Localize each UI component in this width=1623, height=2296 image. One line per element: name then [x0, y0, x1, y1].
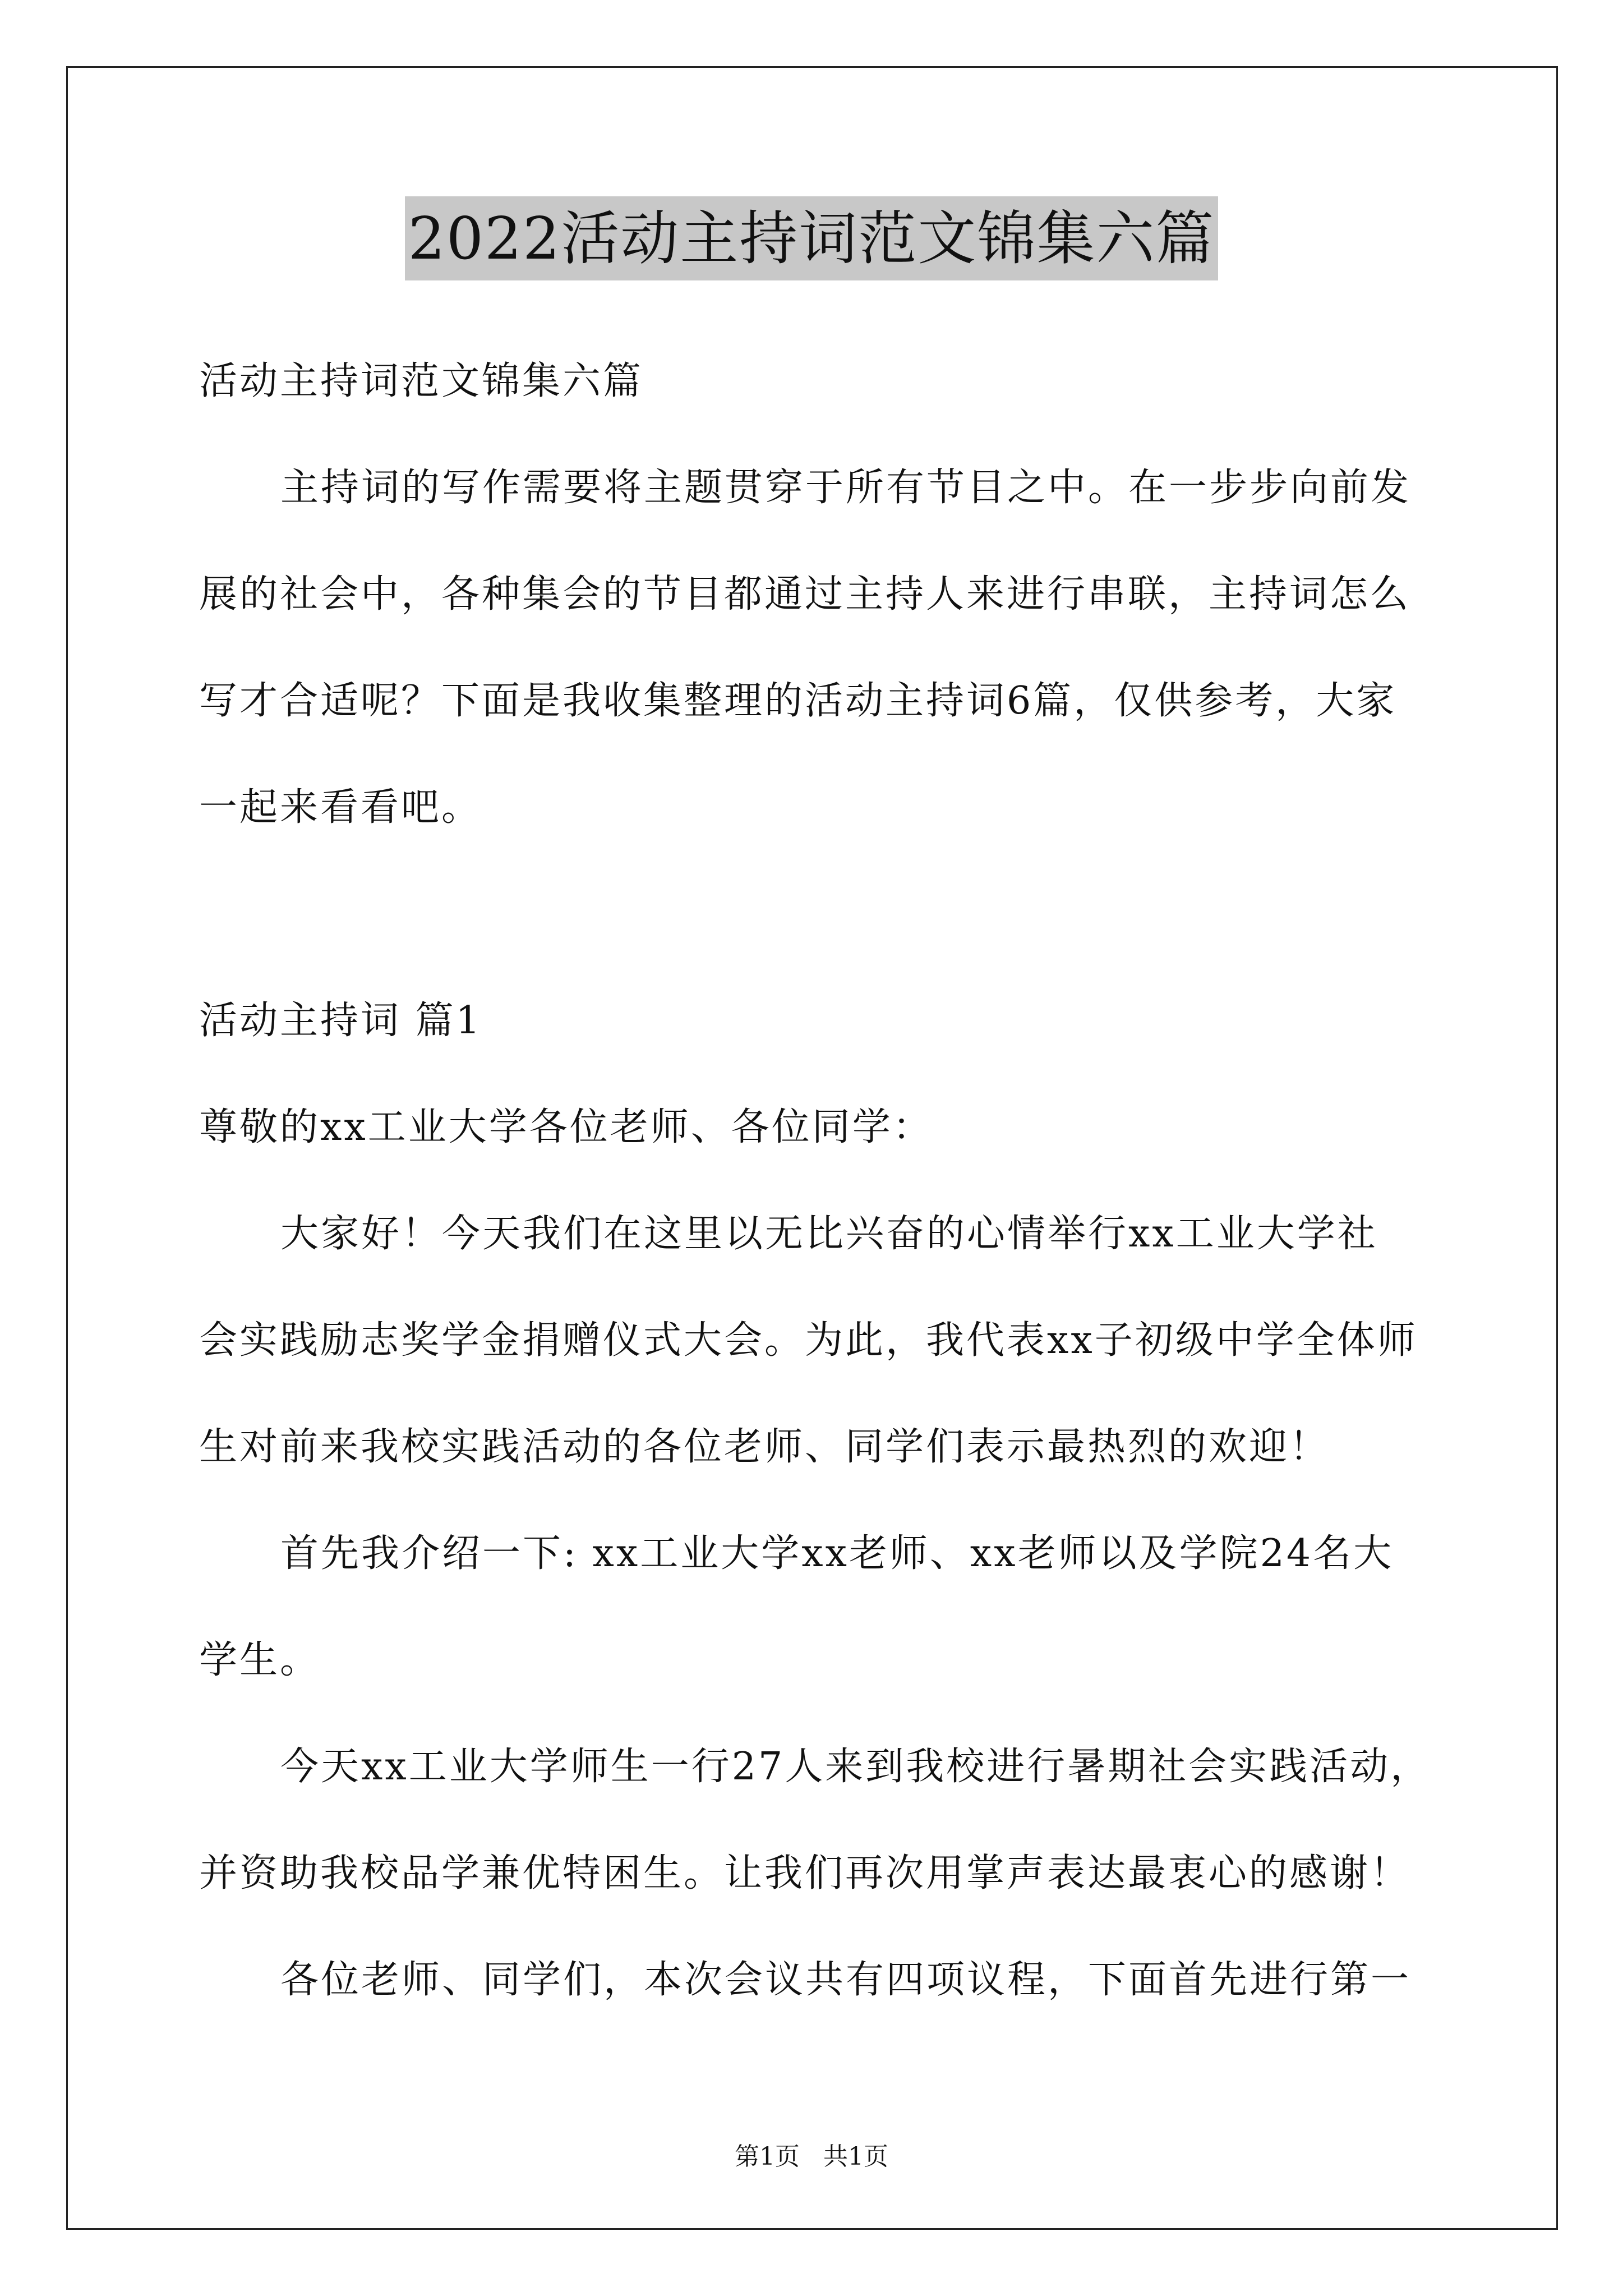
paragraph-line: 大家好！今天我们在这里以无比兴奋的心情举行xx工业大学社	[280, 1212, 1378, 1256]
page-footer: 第1页 共1页	[735, 2142, 888, 2171]
document-title: 2022活动主持词范文锦集六篇	[405, 196, 1219, 280]
salutation-line: 尊敬的xx工业大学各位老师、各位同学：	[199, 1105, 933, 1149]
paragraph-line: 展的社会中，各种集会的节目都通过主持人来进行串联，主持词怎么	[199, 572, 1411, 616]
paragraph-line: 学生。	[199, 1638, 321, 1682]
paragraph-line: 主持词的写作需要将主题贯穿于所有节目之中。在一步步向前发	[280, 466, 1412, 510]
paragraph-line: 并资助我校品学兼优特困生。让我们再次用掌声表达最衷心的感谢！	[199, 1851, 1411, 1895]
paragraph-line: 首先我介绍一下: xx工业大学xx老师、xx老师以及学院24名大	[280, 1531, 1394, 1576]
title-container	[0, 196, 1623, 280]
paragraph-line: 今天xx工业大学师生一行27人来到我校进行暑期社会实践活动，	[280, 1745, 1431, 1789]
paragraph-line: 生对前来我校实践活动的各位老师、同学们表示最热烈的欢迎！	[199, 1425, 1330, 1469]
subtitle-line: 活动主持词范文锦集六篇	[199, 359, 644, 403]
paragraph-line: 各位老师、同学们，本次会议共有四项议程，下面首先进行第一	[280, 1958, 1412, 2002]
paragraph-line: 写才合适呢？下面是我收集整理的活动主持词6篇，仅供参考，大家	[199, 679, 1397, 723]
paragraph-line: 一起来看看吧。	[199, 785, 482, 830]
paragraph-line: 会实践励志奖学金捐赠仪式大会。为此，我代表xx子初级中学全体师	[199, 1318, 1418, 1363]
section-heading: 活动主持词 篇1	[199, 999, 482, 1043]
